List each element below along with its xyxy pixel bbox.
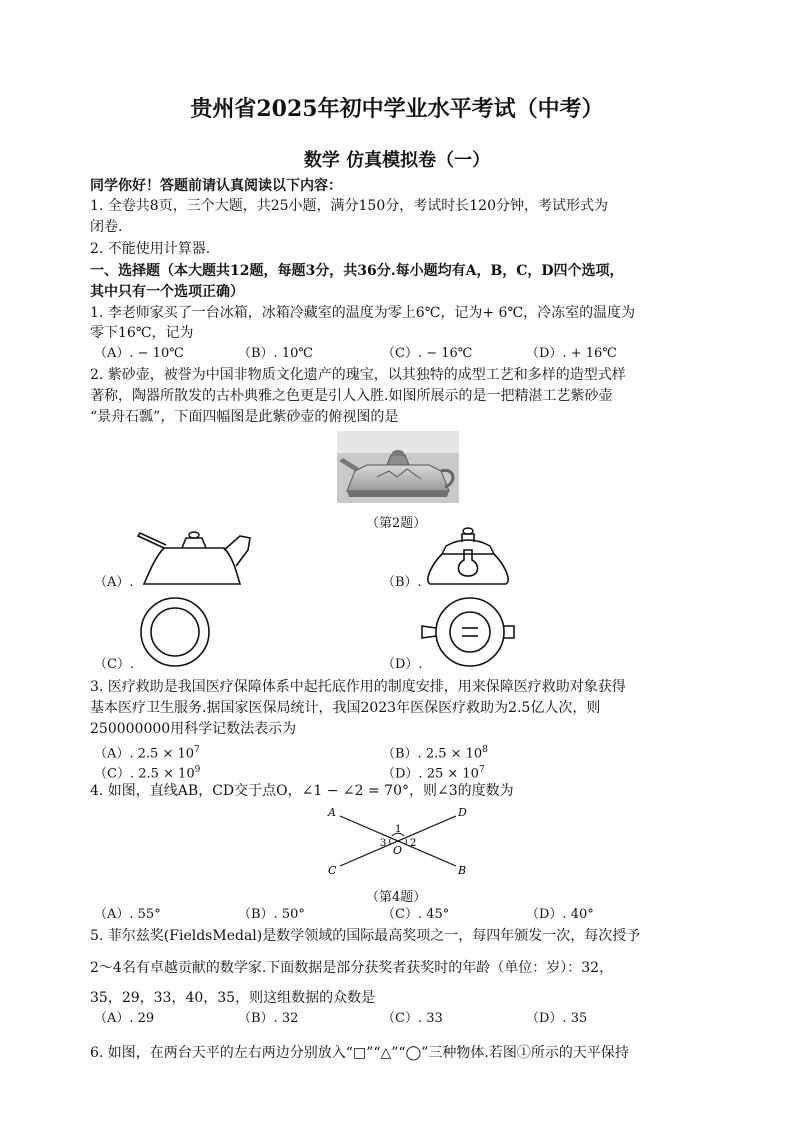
q2-option-a: （A）. — [94, 575, 134, 590]
q1-option-a: （A）. − 10℃ — [94, 346, 184, 361]
q1-line2: 零下16℃，记为 — [90, 325, 194, 341]
q4-angle-1: 1 — [395, 824, 402, 835]
q1-option-d: （D）. + 16℃ — [526, 346, 617, 361]
q2-figure-b-front-view — [420, 524, 516, 588]
q5-line1: 5. 菲尔兹奖(FieldsMedal)是数学领域的国际最高奖项之一，每四年颁发一次，每次授予 — [90, 928, 641, 944]
notice-item2: 2. 不能使用计算器. — [90, 241, 211, 257]
teapot-photo — [337, 431, 459, 503]
q2-figure-d-top-view — [420, 596, 516, 668]
q2-option-c: （C）. — [94, 657, 135, 672]
q2-line3: “景舟石瓢”，下面四幅图是此紫砂壶的俯视图的是 — [90, 409, 399, 425]
section1-heading-line1: 一、选择题（本大题共12题，每题3分，共36分.每小题均有A，B，C，D四个选项， — [90, 263, 624, 279]
q2-option-d: （D）. — [382, 657, 423, 672]
q1-option-b: （B）. 10℃ — [238, 346, 313, 361]
q4-option-d: （D）. 40° — [526, 907, 594, 922]
q2-option-b: （B）. — [382, 575, 422, 590]
exam-title: 贵州省2025年初中学业水平考试（中考） — [190, 96, 604, 122]
q5-option-a: （A）. 29 — [94, 1011, 155, 1026]
q4-label-o: O — [393, 844, 403, 857]
q2-figure-c-circles — [136, 596, 214, 668]
q4-line1: 4. 如图，直线AB，CD交于点O，∠1 − ∠2 = 70°，则∠3的度数为 — [90, 783, 514, 799]
q4-label-d: D — [458, 806, 467, 819]
q2-line1: 2. 紫砂壶，被誉为中国非物质文化遗产的瑰宝，以其独特的成型工艺和多样的造型式样 — [90, 367, 626, 383]
notice-heading: 同学你好！答题前请认真阅读以下内容： — [90, 178, 342, 194]
q1-line1: 1. 李老师家买了一台冰箱，冰箱冷藏室的温度为零上6℃，记为+ 6℃，冷冻室的温度为 — [90, 305, 636, 321]
q4-option-c: （C）. 45° — [382, 907, 450, 922]
q4-label-b: B — [458, 864, 467, 877]
q5-line3: 35，29，33，40，35，则这组数据的众数是 — [90, 990, 376, 1006]
q5-line2: 2～4名有卓越贡献的数学家.下面数据是部分获奖者获奖时的年龄（单位：岁）：32， — [90, 960, 614, 976]
q5-option-b: （B）. 32 — [238, 1011, 299, 1026]
notice-item1-line1: 1. 全卷共8页，三个大题，共25小题，满分150分，考试时长120分钟，考试形式为 — [90, 198, 608, 214]
q4-label-a: A — [328, 806, 336, 819]
q2-caption: （第2题） — [366, 516, 427, 531]
q3-option-a: （A）. $2.5 \times 10^7$ — [94, 745, 200, 762]
q3-line1: 3. 医疗救助是我国医疗保障体系中起托底作用的制度安排，用来保障医疗救助对象获得 — [90, 679, 626, 695]
q1-option-c: （C）. − 16℃ — [382, 346, 473, 361]
q3-option-b: （B）. $2.5 \times 10^8$ — [382, 745, 488, 762]
q2-figure-a-side-view — [136, 526, 252, 586]
notice-item1-line2: 闭卷. — [90, 219, 123, 235]
q4-option-b: （B）. 50° — [238, 907, 305, 922]
q4-intersecting-lines-figure — [326, 802, 476, 878]
q4-angle-3: 3 — [380, 838, 387, 849]
q3-line2: 基本医疗卫生服务.据国家医保局统计，我国2023年医保医疗救助为2.5亿人次，则 — [90, 700, 601, 716]
q5-option-c: （C）. 33 — [382, 1011, 443, 1026]
q2-line2: 著称，陶器所散发的古朴典雅之色更是引人入胜.如图所展示的是一把精湛工艺紫砂壶 — [90, 388, 613, 404]
q6-line1: 6. 如图，在两台天平的左右两边分别放入“□”“△”“◯”三种物体.若图①所示的天平保持 — [90, 1045, 629, 1061]
section1-heading-line2: 其中只有一个选项正确） — [90, 284, 244, 300]
q3-option-c: （C）. $2.5 \times 10^9$ — [94, 765, 201, 782]
q4-angle-2: 2 — [410, 838, 417, 849]
q3-line3: 250000000用科学记数法表示为 — [90, 721, 297, 737]
q4-caption: （第4题） — [366, 890, 427, 905]
q4-label-c: C — [328, 864, 337, 877]
q4-option-a: （A）. 55° — [94, 907, 161, 922]
q3-option-d: （D）. $25 \times 10^7$ — [382, 765, 485, 782]
q5-option-d: （D）. 35 — [526, 1011, 588, 1026]
exam-subtitle: 数学 仿真模拟卷（一） — [303, 150, 491, 171]
